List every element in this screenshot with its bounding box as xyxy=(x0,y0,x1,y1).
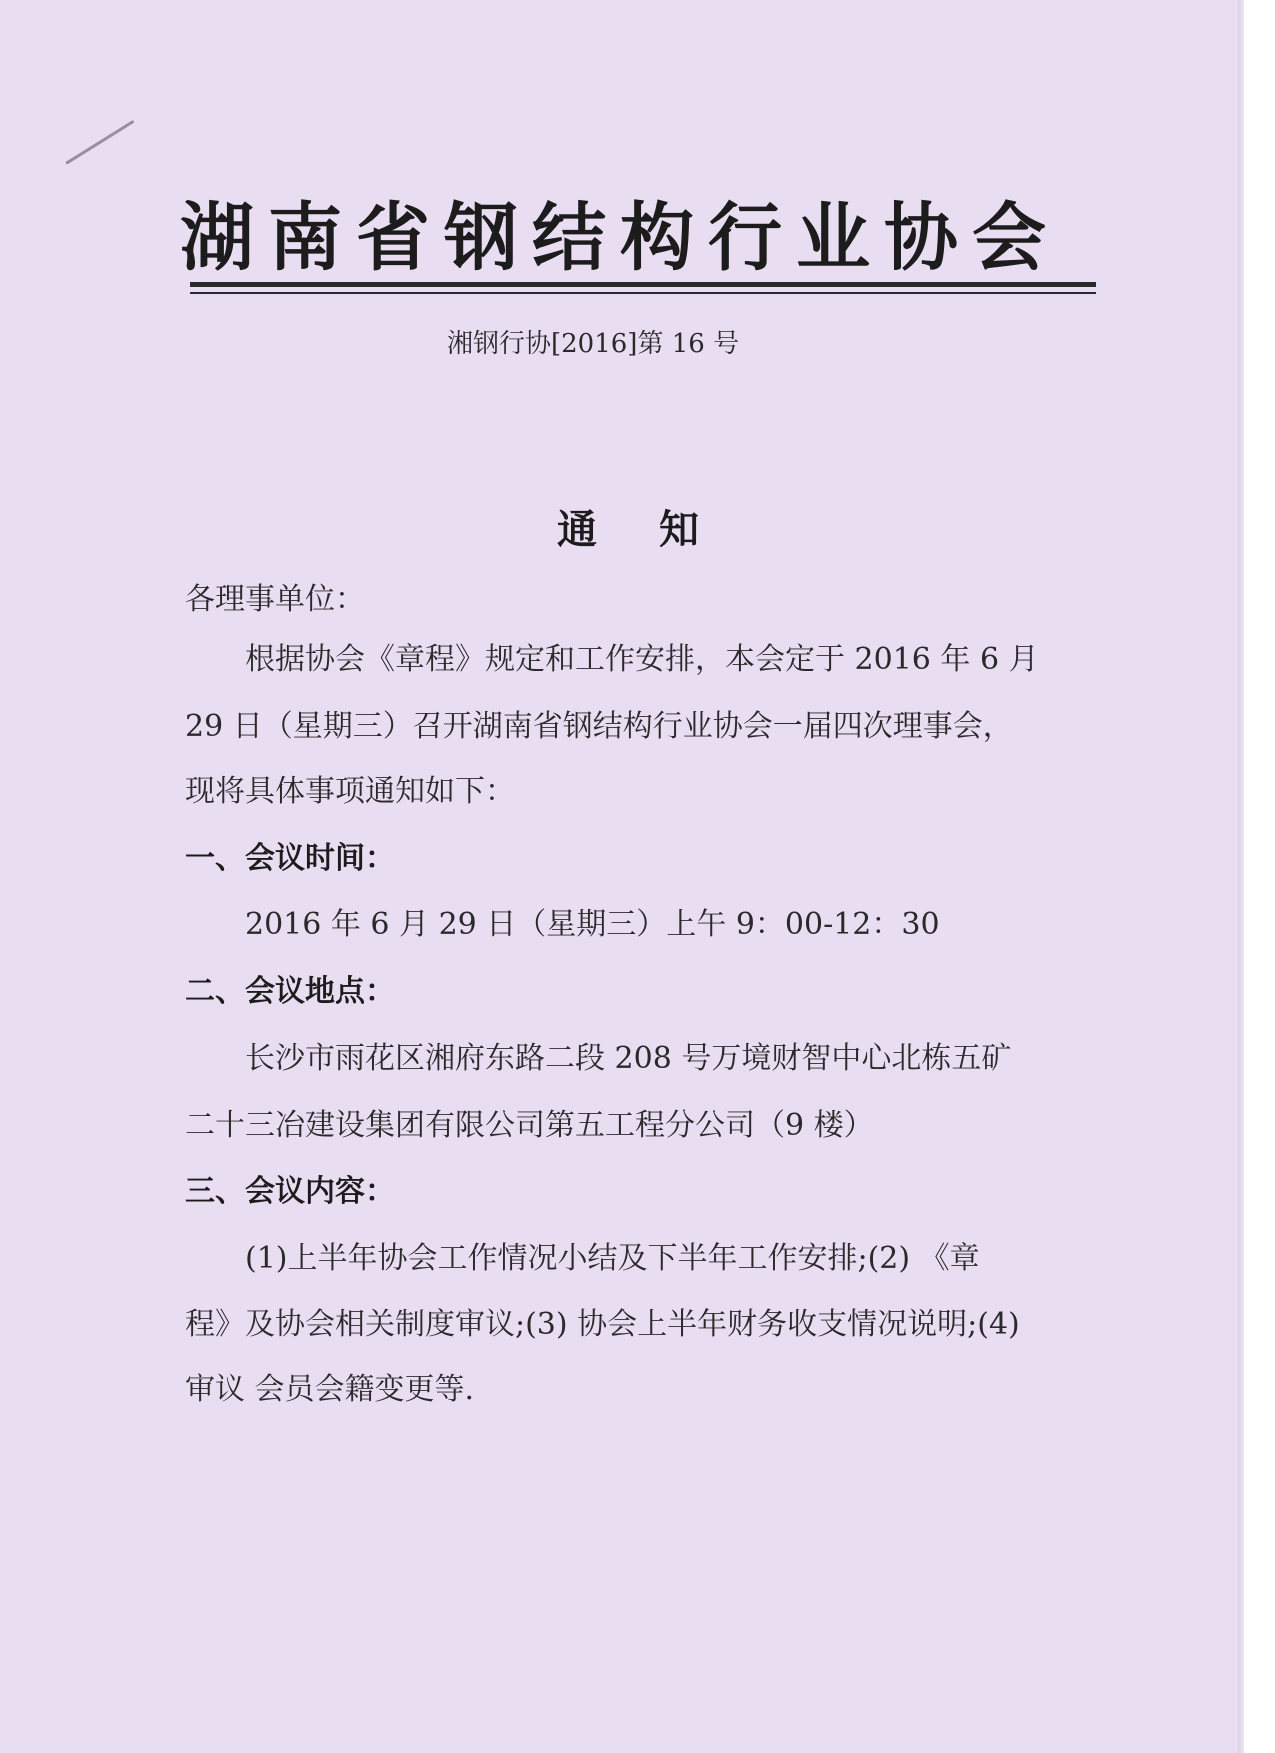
notice-title: 通 知 xyxy=(557,507,723,553)
section-heading-location: 二、会议地点： xyxy=(185,974,395,1009)
intro-line: 29 日（星期三）召开湖南省钢结构行业协会一届四次理事会， xyxy=(185,709,1013,744)
salutation: 各理事单位： xyxy=(185,582,365,617)
section-heading-content: 三、会议内容： xyxy=(185,1174,395,1209)
meeting-time: 2016 年 6 月 29 日（星期三）上午 9：00-12：30 xyxy=(245,907,940,942)
content-line: (1)上半年协会工作情况小结及下半年工作安排;(2) 《章 xyxy=(245,1241,980,1276)
document-number: 湘钢行协[2016]第 16 号 xyxy=(447,329,740,359)
content-line: 程》及协会相关制度审议;(3) 协会上半年财务收支情况说明;(4) xyxy=(185,1307,1020,1342)
pen-mark xyxy=(65,120,134,165)
scan-margin xyxy=(1244,0,1275,1753)
section-heading-time: 一、会议时间： xyxy=(185,841,395,876)
location-line: 长沙市雨花区湘府东路二段 208 号万境财智中心北栋五矿 xyxy=(245,1041,1012,1076)
location-line: 二十三冶建设集团有限公司第五工程分公司（9 楼） xyxy=(185,1108,874,1143)
letterhead-title: 湖南省钢结构行业协会 xyxy=(180,195,1060,281)
letterhead-rule-thick xyxy=(190,282,1096,287)
letterhead-rule-thin xyxy=(190,292,1096,294)
intro-line: 根据协会《章程》规定和工作安排，本会定于 2016 年 6 月 xyxy=(245,642,1039,677)
content-line: 审议 会员会籍变更等. xyxy=(185,1372,475,1407)
intro-line: 现将具体事项通知如下： xyxy=(185,774,515,809)
